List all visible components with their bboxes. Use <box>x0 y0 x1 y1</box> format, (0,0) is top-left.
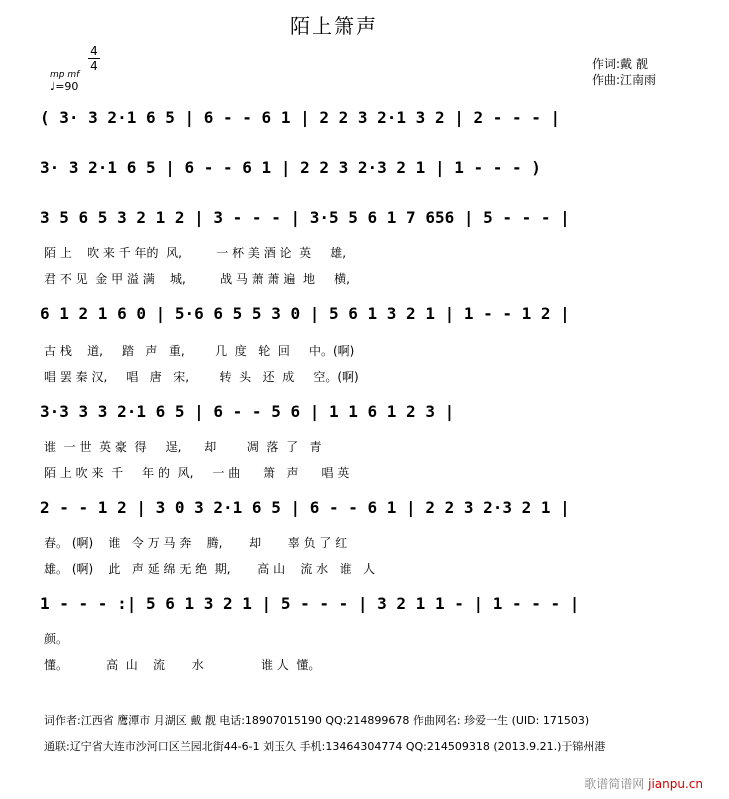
staff-line-5 <box>40 402 700 426</box>
time-signature <box>88 44 100 73</box>
staff-notes: 6 1 2 1 6 0 | 5·6 6 5 5 3 0 | 5 6 1 3 2 1 | 1 - - 1 2 | <box>40 304 570 323</box>
staff-line-6 <box>40 498 700 522</box>
credits <box>592 56 656 88</box>
lyric-verse-1: 谁 一 世 英 豪 得 逞, 却 凋 落 了 青 <box>44 440 322 454</box>
song-title: 陌上箫声 <box>290 14 378 38</box>
meter-top: 4 <box>90 44 98 58</box>
lyric-verse-1: 古 栈 道, 踏 声 重, 几 度 轮 回 中。(啊) <box>44 344 355 358</box>
lyricist-credit: 作词:戴 靓 <box>592 57 648 71</box>
staff-notes: 3· 3 2·1 6 5 | 6 - - 6 1 | 2 2 3 2·3 2 1 | 1 - - - ) <box>40 158 541 177</box>
lyric-verse-1: 春。 (啊) 谁 令 万 马 奔 腾, 却 辜 负 了 红 <box>44 536 348 550</box>
lyric-verse-2: 陌 上 吹 来 千 年 的 风, 一 曲 箫 声 唱 英 <box>44 466 350 480</box>
staff-line-3 <box>40 208 700 232</box>
watermark-site: 歌谱简谱网 <box>584 777 645 791</box>
staff-notes: ( 3· 3 2·1 6 5 | 6 - - 6 1 | 2 2 3 2·1 3 2 | 2 - - - | <box>40 108 561 127</box>
staff-line-2 <box>40 158 700 182</box>
site-watermark <box>584 775 703 792</box>
lyric-verse-2: 唱 罢 秦 汉, 唱 唐 宋, 转 头 还 成 空。(啊) <box>44 370 359 384</box>
staff-notes: 2 - - 1 2 | 3 0 3 2·1 6 5 | 6 - - 6 1 | 2 2 3 2·3 2 1 | <box>40 498 570 517</box>
meter-bottom: 4 <box>90 59 98 73</box>
tempo-value: =90 <box>55 80 79 93</box>
composer-credit: 作曲:江南雨 <box>592 73 657 87</box>
tempo-mark <box>50 70 80 93</box>
staff-notes: 3 5 6 5 3 2 1 2 | 3 - - - | 3·5 5 6 1 7 656 | 5 - - - | <box>40 208 570 227</box>
lyric-verse-2: 懂。 高 山 流 水 谁 人 懂。 <box>44 658 321 672</box>
staff-line-7 <box>40 594 700 618</box>
staff-line-4 <box>40 304 700 328</box>
lyric-verse-2: 雄。 (啊) 此 声 延 绵 无 绝 期, 高 山 流 水 谁 人 <box>44 562 376 576</box>
lyric-verse-1: 颜。 <box>44 632 69 646</box>
watermark-domain: jianpu.cn <box>648 777 703 791</box>
staff-notes: 1 - - - :| 5 6 1 3 2 1 | 5 - - - | 3 2 1 1 - | 1 - - - | <box>40 594 580 613</box>
quarter-note-icon: ♩ <box>50 80 56 93</box>
dynamics-mark: mp mf <box>50 70 80 80</box>
staff-line-1 <box>40 108 700 132</box>
staff-notes: 3·3 3 3 2·1 6 5 | 6 - - 5 6 | 1 1 6 1 2 3 | <box>40 402 455 421</box>
composer-contact: 通联:辽宁省大连市沙河口区兰园北街44-6-1 刘玉久 手机:13464304774 QQ:214509318 (2013.9.21.)于锦州港 <box>44 740 606 753</box>
lyric-verse-2: 君 不 见 金 甲 溢 满 城, 战 马 萧 萧 遍 地 横, <box>44 272 350 286</box>
lyric-verse-1: 陌 上 吹 来 千 年的 风, 一 杯 美 酒 论 英 雄, <box>44 246 347 260</box>
author-contact: 词作者:江西省 鹰潭市 月湖区 戴 靓 电话:18907015190 QQ:214899678 作曲网名: 珍爱一生 (UID: 171503) <box>44 714 590 727</box>
